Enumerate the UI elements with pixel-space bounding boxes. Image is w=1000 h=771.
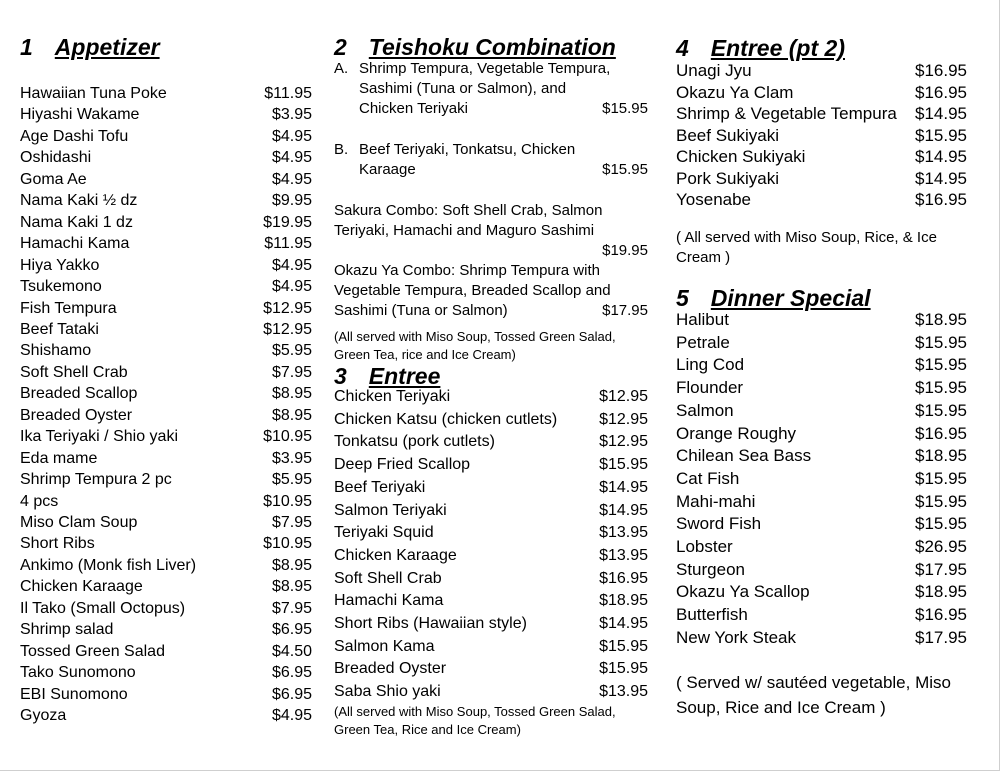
section-number: 5: [676, 285, 689, 311]
item-price: $10.95: [263, 492, 312, 510]
item-name: Tsukemono: [20, 278, 102, 296]
item-price: $15.95: [915, 468, 967, 488]
combo-letter: A.: [334, 60, 349, 77]
item-price: $18.95: [599, 592, 648, 610]
item-price: $4.50: [271, 642, 312, 660]
menu-item: [20, 148, 312, 168]
menu-item: [334, 387, 648, 407]
item-name: Goma Ae: [20, 170, 87, 188]
menu-item: [20, 191, 312, 211]
note-line: Green Tea, Rice and Ice Cream): [334, 722, 521, 737]
item-name: Salmon: [676, 400, 734, 420]
sakura-combo-price: $19.95: [602, 242, 648, 259]
item-name: Short Ribs: [20, 535, 95, 553]
item-price: $12.95: [599, 410, 648, 428]
menu-item: [20, 470, 312, 490]
item-name: Tako Sunomono: [20, 664, 136, 682]
item-name: Oshidashi: [20, 149, 92, 167]
item-price: $14.95: [915, 147, 967, 166]
section-title: Dinner Special: [710, 285, 871, 311]
menu-item: [676, 423, 967, 444]
item-name: 4 pcs: [20, 492, 59, 510]
menu-item: [20, 449, 312, 469]
item-price: $15.95: [599, 456, 648, 474]
item-price: $15.95: [915, 491, 967, 511]
combo-letter: B.: [334, 141, 349, 158]
item-name: Halibut: [676, 310, 729, 329]
item-price: $19.95: [263, 213, 312, 231]
item-name: Beef Teriyaki: [334, 478, 426, 496]
item-price: $11.95: [264, 85, 312, 102]
item-price: $7.95: [271, 363, 312, 381]
item-name: Ling Cod: [676, 355, 745, 375]
item-name: Sword Fish: [676, 514, 762, 534]
item-price: $16.95: [915, 82, 967, 102]
combo-a: [334, 59, 648, 121]
menu-item: [676, 627, 967, 648]
menu-item: [676, 604, 967, 625]
menu-item: [20, 277, 312, 297]
item-price: $4.95: [271, 170, 312, 188]
item-price: $14.95: [599, 501, 648, 519]
item-price: $14.95: [915, 168, 967, 188]
item-price: $8.95: [271, 556, 312, 574]
menu-item: [20, 363, 312, 383]
item-price: $5.95: [271, 471, 312, 489]
item-name: Il Tako (Small Octopus): [20, 599, 186, 617]
item-price: $6.95: [271, 621, 312, 639]
item-price: $15.95: [915, 332, 967, 352]
menu-item: [20, 492, 312, 512]
item-name: Cat Fish: [676, 468, 740, 488]
menu-item: [676, 581, 967, 602]
item-price: $7.95: [271, 514, 312, 531]
item-name: Soft Shell Crab: [20, 363, 128, 381]
item-name: Fish Tempura: [20, 299, 117, 317]
menu-item: [20, 642, 312, 662]
menu-item: [20, 685, 312, 705]
item-price: $18.95: [915, 310, 967, 329]
menu-item: [20, 556, 312, 576]
menu-item: [20, 663, 312, 683]
menu-item: [334, 432, 648, 452]
section-number: 4: [676, 35, 689, 61]
item-name: Soft Shell Crab: [334, 569, 442, 587]
item-name: Ika Teriyaki / Shio yaki: [20, 428, 178, 446]
menu-item: [20, 577, 312, 597]
item-price: $16.95: [599, 569, 648, 587]
item-price: $13.95: [599, 524, 648, 542]
item-name: Hiyashi Wakame: [20, 106, 140, 124]
item-price: $18.95: [915, 446, 967, 466]
menu-item: [676, 168, 967, 189]
menu-item: [20, 341, 312, 361]
item-price: $15.95: [915, 355, 967, 375]
entree2-note: [676, 228, 937, 268]
item-name: Gyoza: [20, 707, 67, 725]
item-price: $14.95: [915, 104, 967, 123]
item-price: $15.95: [915, 378, 967, 398]
item-price: $11.95: [264, 235, 312, 253]
section-title: Appetizer: [54, 34, 160, 60]
menu-item: [676, 103, 967, 124]
menu-item: [334, 682, 648, 702]
item-price: $8.95: [271, 578, 312, 596]
item-price: $6.95: [271, 685, 312, 703]
menu-item: [20, 384, 312, 404]
item-name: Beef Sukiyaki: [676, 125, 779, 145]
item-name: Okazu Ya Clam: [676, 82, 794, 102]
item-price: $12.95: [599, 433, 648, 451]
menu-item: [334, 637, 648, 657]
item-price: $4.95: [271, 149, 312, 167]
item-price: $16.95: [915, 61, 967, 80]
item-price: $9.95: [271, 192, 312, 210]
menu-item: [676, 189, 967, 210]
item-name: Flounder: [676, 378, 744, 398]
item-name: Chilean Sea Bass: [676, 446, 812, 466]
menu-item: [676, 332, 967, 353]
item-price: $14.95: [599, 478, 648, 496]
item-name: Beef Tataki: [20, 320, 99, 338]
section-number: 1: [20, 34, 33, 60]
menu-item: [334, 659, 648, 679]
menu-item: [676, 82, 967, 103]
item-name: Hiya Yakko: [20, 256, 100, 274]
item-price: $4.95: [271, 707, 312, 725]
menu-item: [20, 234, 312, 254]
menu-item: [20, 513, 312, 533]
menu-item: [20, 299, 312, 319]
combo-line: Shrimp Tempura, Vegetable Tempura,: [359, 60, 611, 77]
item-name: Saba Shio yaki: [334, 683, 441, 701]
teishoku-heading: [334, 34, 616, 60]
item-name: Miso Clam Soup: [20, 514, 138, 531]
item-price: $12.95: [263, 299, 312, 317]
item-price: $12.95: [263, 320, 312, 338]
item-name: Ankimo (Monk fish Liver): [20, 556, 197, 574]
item-price: $15.95: [599, 637, 648, 655]
menu-item: [20, 256, 312, 276]
menu-item: [676, 377, 967, 398]
combo-price: $15.95: [602, 161, 648, 178]
item-name: Short Ribs (Hawaiian style): [334, 615, 527, 632]
okazu-combo-price: $17.95: [602, 302, 648, 319]
menu-item: [676, 60, 967, 81]
note-line: ( All served with Miso Soup, Rice, & Ice: [676, 229, 937, 246]
item-price: $4.95: [271, 256, 312, 274]
item-name: Salmon Teriyaki: [334, 501, 447, 519]
okazu-combo-line: Vegetable Tempura, Breaded Scallop and: [334, 282, 611, 299]
item-price: $8.95: [271, 406, 312, 424]
item-name: Nama Kaki ½ dz: [20, 192, 138, 210]
section-title: Entree: [368, 363, 441, 389]
item-price: $4.95: [271, 278, 312, 296]
menu-item: [334, 455, 648, 475]
menu-item: [676, 491, 967, 512]
section-number: 2: [334, 34, 347, 60]
item-name: Teriyaki Squid: [334, 524, 434, 542]
menu-item: [20, 534, 312, 554]
item-name: Lobster: [676, 537, 733, 556]
menu-item: [20, 320, 312, 340]
item-price: $18.95: [915, 582, 967, 602]
item-name: Unagi Jyu: [676, 61, 752, 80]
menu-item: [334, 546, 648, 566]
item-price: $17.95: [915, 559, 967, 579]
combo-line: Sashimi (Tuna or Salmon), and: [359, 80, 567, 97]
item-name: Hamachi Kama: [20, 235, 130, 253]
note-line: ( Served w/ sautéed vegetable, Miso: [676, 673, 951, 692]
menu-item: [676, 146, 967, 167]
menu-item: [676, 354, 967, 375]
item-name: Shrimp & Vegetable Tempura: [676, 104, 897, 123]
menu-item: [334, 410, 648, 430]
section-title: Entree (pt 2): [710, 35, 845, 61]
note-line: (All served with Miso Soup, Tossed Green Salad,: [334, 329, 616, 344]
item-price: $16.95: [915, 423, 967, 443]
item-price: $3.95: [271, 449, 312, 467]
combo-line: Beef Teriyaki, Tonkatsu, Chicken: [359, 141, 576, 158]
dinner-heading: [676, 285, 871, 311]
menu-item: [334, 614, 648, 634]
teishoku-note: [334, 328, 616, 364]
okazu-combo-line: Sashimi (Tuna or Salmon): [334, 302, 508, 319]
item-name: Okazu Ya Scallop: [676, 582, 810, 602]
menu-item: [676, 468, 967, 489]
menu-item: [20, 127, 312, 147]
item-name: Nama Kaki 1 dz: [20, 213, 133, 231]
item-name: Tonkatsu (pork cutlets): [334, 433, 495, 451]
menu-item: [20, 213, 312, 233]
item-name: Breaded Scallop: [20, 385, 138, 403]
item-name: Petrale: [676, 332, 730, 352]
item-name: Sturgeon: [676, 559, 745, 579]
item-name: Yosenabe: [676, 190, 752, 209]
menu-item: [20, 170, 312, 190]
item-name: EBI Sunomono: [20, 685, 128, 703]
menu-item: [676, 513, 967, 534]
combo-line: Karaage: [359, 161, 416, 178]
combo-price: $15.95: [602, 100, 648, 117]
item-price: $10.95: [263, 535, 312, 553]
menu-item: [676, 536, 967, 557]
combo-b: [334, 140, 648, 182]
item-name: Orange Roughy: [676, 423, 797, 443]
section-title: Teishoku Combination: [368, 34, 616, 60]
item-name: Pork Sukiyaki: [676, 168, 779, 188]
menu-item: [334, 478, 648, 498]
entree-note: [334, 703, 616, 739]
menu-item: [334, 523, 648, 543]
item-price: $14.95: [599, 615, 648, 632]
item-name: Tossed Green Salad: [20, 642, 165, 660]
dinner-note: [676, 670, 951, 720]
item-price: $6.95: [271, 664, 312, 682]
item-name: Mahi-mahi: [676, 491, 756, 511]
item-name: Chicken Teriyaki: [334, 388, 451, 405]
menu-item: [676, 400, 967, 421]
item-price: $10.95: [263, 428, 312, 446]
combo-line: Chicken Teriyaki: [359, 100, 468, 117]
menu-item: [676, 309, 967, 330]
item-name: New York Steak: [676, 627, 797, 647]
menu-item: [334, 501, 648, 521]
item-name: Butterfish: [676, 605, 748, 625]
note-line: (All served with Miso Soup, Tossed Green Salad,: [334, 704, 616, 719]
note-line: Cream ): [676, 249, 731, 266]
note-line: Green Tea, rice and Ice Cream): [334, 347, 516, 362]
item-name: Chicken Karaage: [334, 546, 457, 564]
item-price: $16.95: [915, 605, 967, 625]
entree-heading: [334, 363, 440, 389]
item-name: Shrimp Tempura 2 pc: [20, 471, 172, 489]
item-price: $15.95: [915, 514, 967, 534]
menu-item: [334, 569, 648, 589]
menu-item: [676, 559, 967, 580]
item-price: $16.95: [915, 190, 967, 209]
item-price: $13.95: [599, 546, 648, 564]
sakura-combo-line: Sakura Combo: Soft Shell Crab, Salmon: [334, 202, 603, 219]
item-name: Chicken Katsu (chicken cutlets): [334, 410, 558, 428]
item-name: Chicken Sukiyaki: [676, 147, 806, 166]
item-name: Chicken Karaage: [20, 578, 143, 596]
entree2-heading: [676, 35, 845, 61]
item-price: $8.95: [271, 385, 312, 403]
menu-item: [20, 706, 312, 726]
section-number: 3: [334, 363, 347, 389]
item-price: $3.95: [271, 106, 312, 124]
note-line: Soup, Rice and Ice Cream ): [676, 698, 886, 717]
item-name: Shrimp salad: [20, 621, 114, 639]
menu-item: [20, 406, 312, 426]
item-name: Eda mame: [20, 449, 98, 467]
item-name: Hamachi Kama: [334, 592, 444, 610]
okazu-combo-line: Okazu Ya Combo: Shrimp Tempura with: [334, 262, 600, 279]
menu-item: [20, 84, 312, 104]
menu-item: [334, 591, 648, 611]
menu-item: [676, 125, 967, 146]
item-price: $13.95: [599, 683, 648, 701]
sakura-combo-line: Teriyaki, Hamachi and Maguro Sashimi: [334, 222, 595, 239]
item-name: Deep Fried Scallop: [334, 456, 471, 474]
item-name: Hawaiian Tuna Poke: [20, 85, 167, 102]
item-price: $17.95: [915, 627, 967, 647]
item-price: $12.95: [599, 388, 648, 405]
item-price: $5.95: [271, 342, 312, 360]
menu-item: [20, 620, 312, 640]
item-name: Breaded Oyster: [20, 406, 133, 424]
menu-item: [20, 427, 312, 447]
menu-item: [676, 445, 967, 466]
item-price: $15.95: [915, 400, 967, 420]
menu-item: [20, 105, 312, 125]
item-name: Age Dashi Tofu: [20, 127, 129, 145]
item-price: $7.95: [271, 599, 312, 617]
item-price: $26.95: [915, 537, 967, 556]
item-name: Shishamo: [20, 342, 92, 360]
item-name: Salmon Kama: [334, 637, 435, 655]
item-price: $15.95: [599, 660, 648, 678]
item-price: $15.95: [915, 125, 967, 145]
item-name: Breaded Oyster: [334, 660, 447, 678]
menu-item: [20, 599, 312, 619]
appetizer-heading: [20, 34, 160, 60]
item-price: $4.95: [271, 127, 312, 145]
